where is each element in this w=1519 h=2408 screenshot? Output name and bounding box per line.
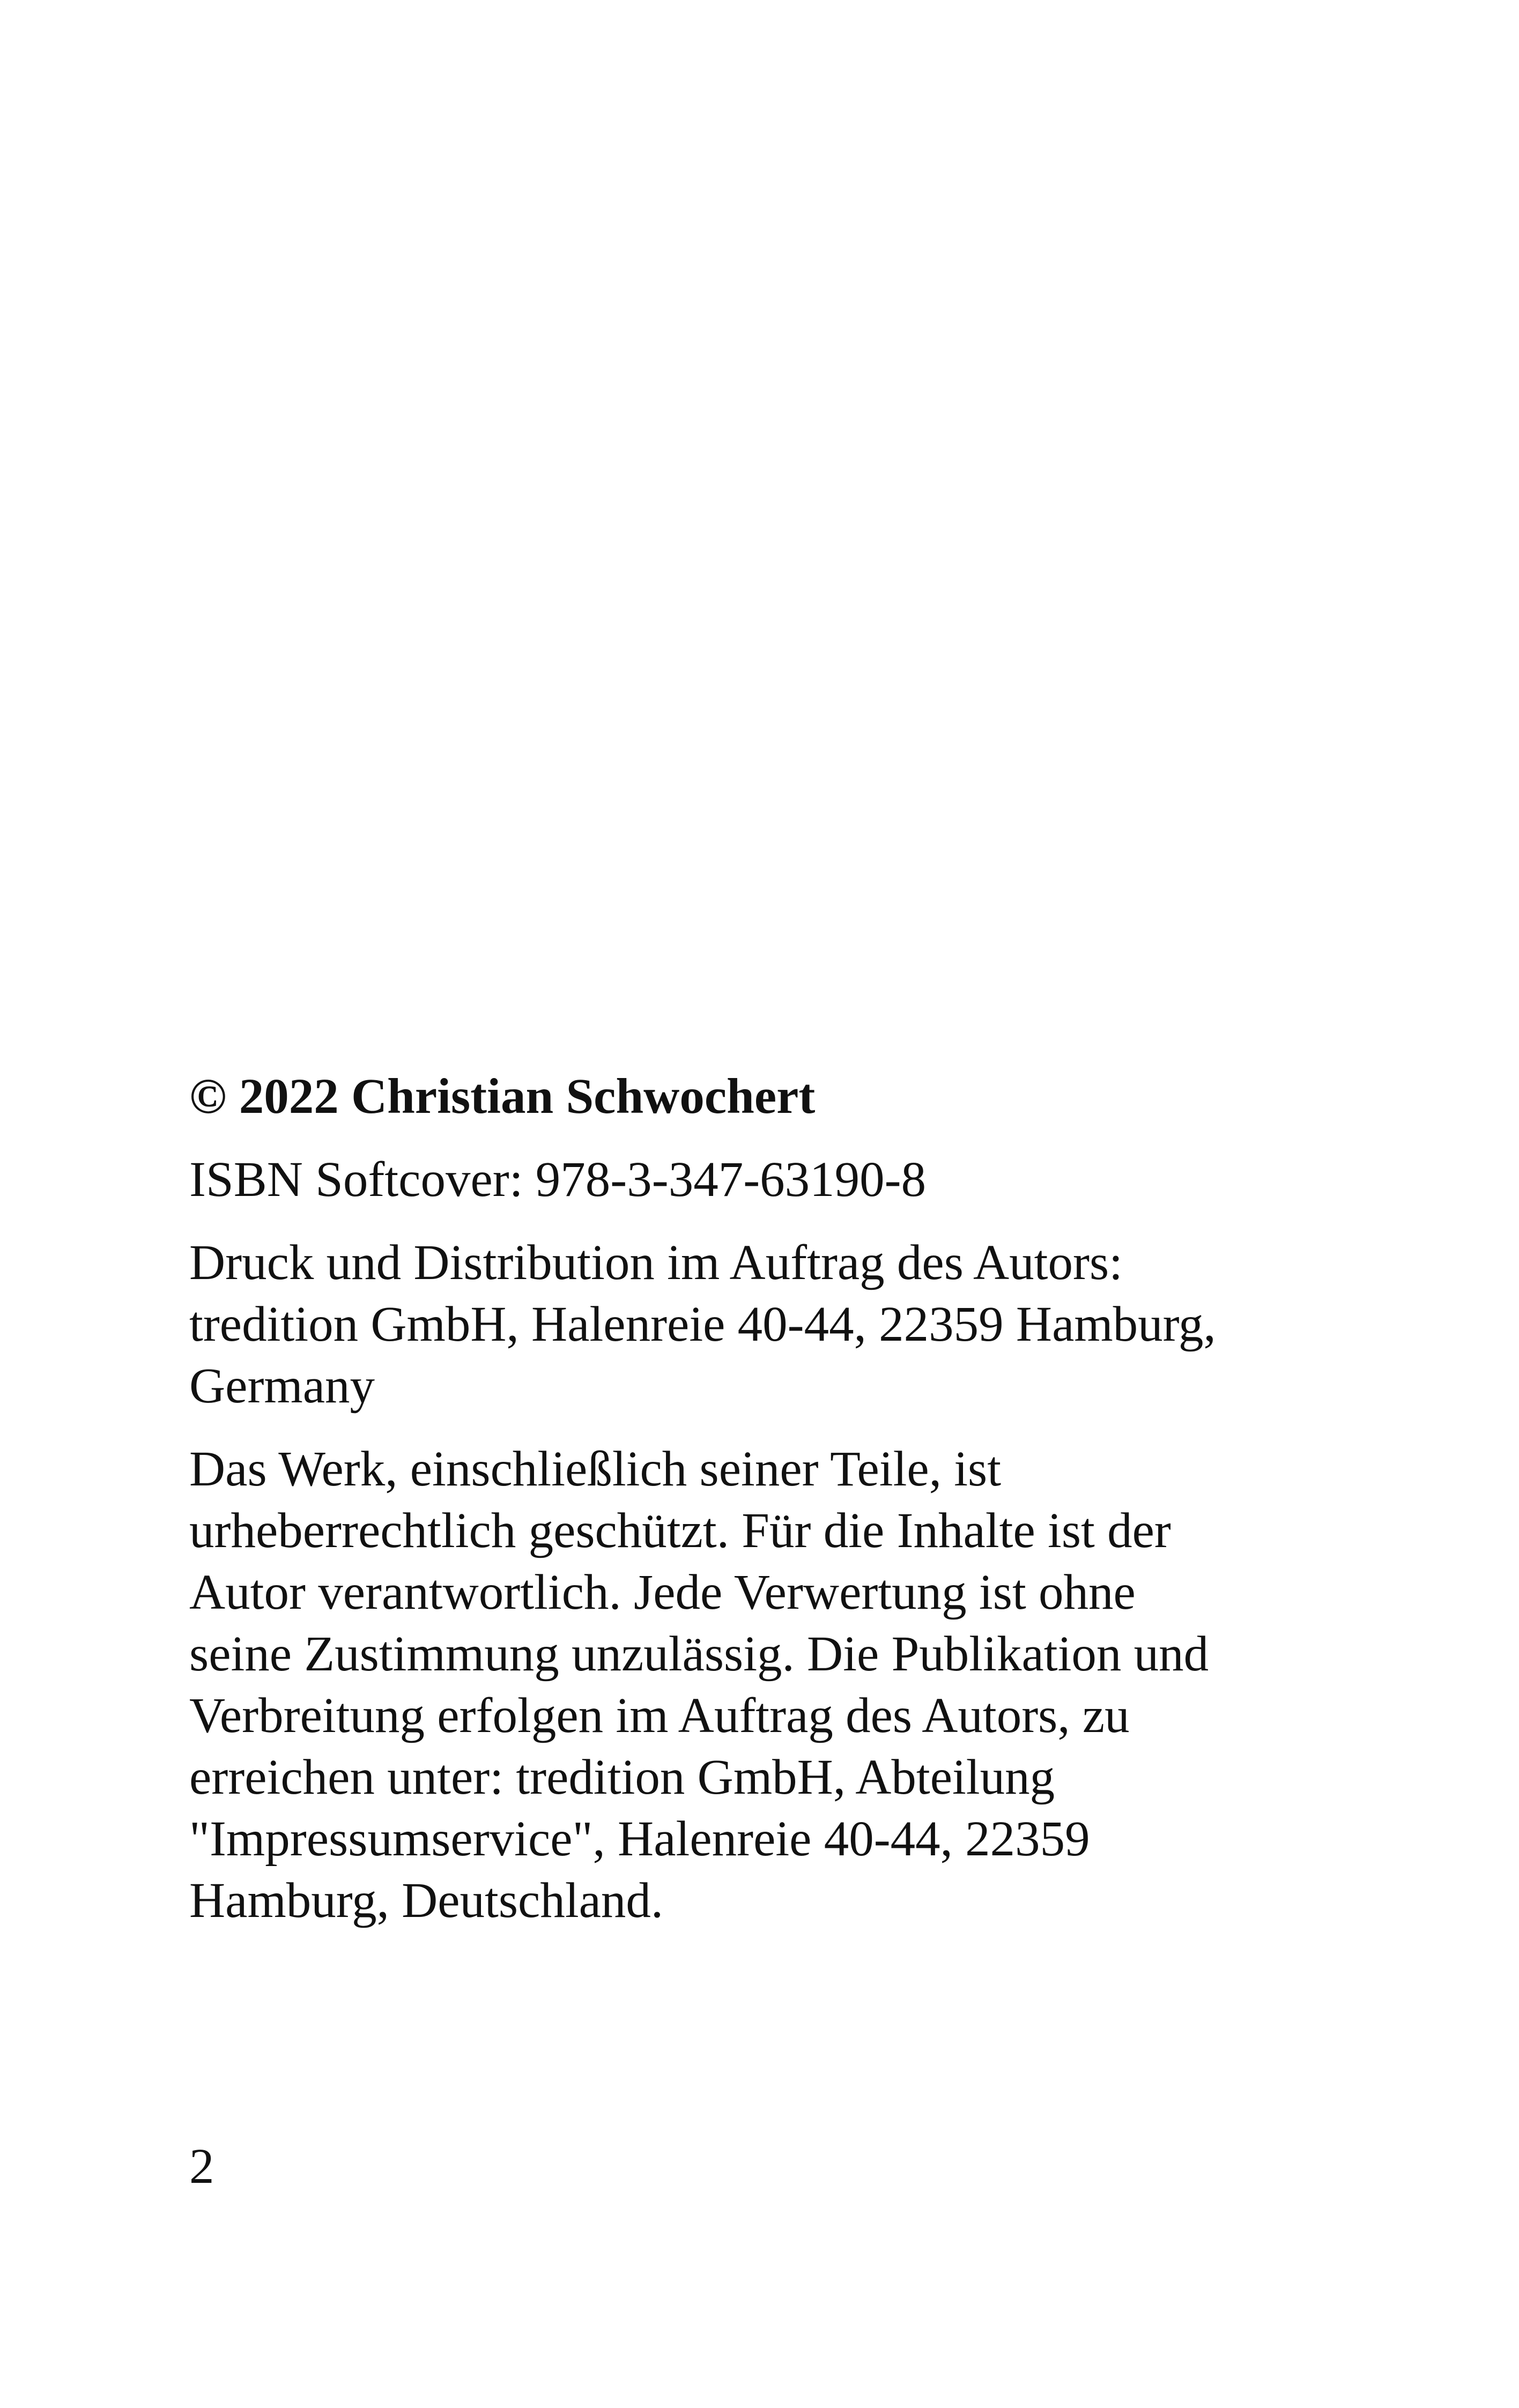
legal-line: Autor verantwortlich. Jede Verwertung ist ohne (189, 1565, 1136, 1620)
page-number: 2 (189, 2139, 214, 2194)
legal-line: Das Werk, einschließlich seiner Teile, ist (189, 1441, 1002, 1497)
print-distribution-paragraph (189, 1232, 1369, 1417)
print-line: tredition GmbH, Halenreie 40-44, 22359 Hamburg, (189, 1297, 1216, 1352)
copyright-notice-paragraph (189, 1438, 1369, 1931)
copyright-line: © 2022 Christian Schwochert (189, 1069, 816, 1124)
legal-line: urheberrechtlich geschützt. Für die Inhalte ist der (189, 1503, 1171, 1558)
legal-line: "Impressumservice", Halenreie 40-44, 22359 (189, 1811, 1090, 1867)
legal-line: erreichen unter: tredition GmbH, Abteilung (189, 1750, 1055, 1805)
legal-line: Verbreitung erfolgen im Auftrag des Autors, zu (189, 1688, 1130, 1743)
print-line: Druck und Distribution im Auftrag des Autors: (189, 1235, 1123, 1290)
legal-line: seine Zustimmung unzulässig. Die Publikation und (189, 1626, 1209, 1682)
print-line: Germany (189, 1358, 375, 1414)
imprint-block (189, 1066, 1369, 1931)
isbn-line: ISBN Softcover: 978-3-347-63190-8 (189, 1152, 927, 1207)
legal-line: Hamburg, Deutschland. (189, 1873, 664, 1928)
